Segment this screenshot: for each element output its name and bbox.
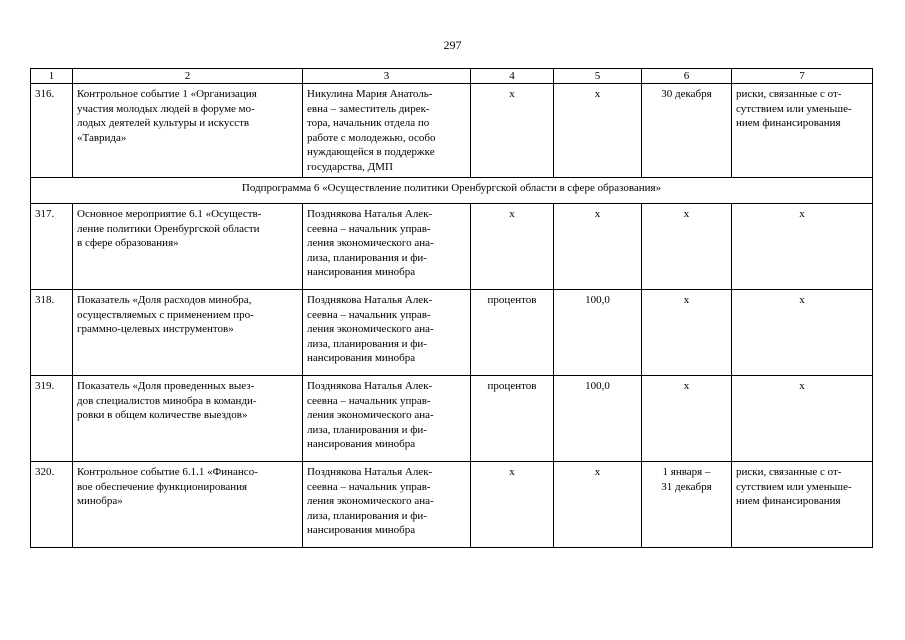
- indicator-name: Показатель «Доля проведенных выез- дов специалистов минобра в команди- ровки в общем количестве выездов»: [73, 376, 303, 462]
- risk-cell: риски, связанные с от- сутствием или уменьше- нием финансирования: [732, 462, 873, 548]
- table-row: [31, 84, 873, 178]
- risk-cell: x: [732, 290, 873, 376]
- responsible-person: Позднякова Наталья Алек- сеевна – начальник управ- ления экономического ана- лиза, планирования и фи- нансирования минобра: [303, 462, 471, 548]
- column-header: 1: [31, 69, 73, 84]
- value-cell: x: [554, 462, 642, 548]
- event-name: Основное мероприятие 6.1 «Осуществ- ление политики Оренбургской области в сфере образования»: [73, 204, 303, 290]
- risk-cell: x: [732, 376, 873, 462]
- row-number: 320.: [31, 462, 73, 548]
- column-header: 6: [642, 69, 732, 84]
- column-header: 4: [471, 69, 554, 84]
- unit-cell: процентов: [471, 290, 554, 376]
- row-number: 316.: [31, 84, 73, 178]
- deadline-cell: x: [642, 204, 732, 290]
- column-header: 3: [303, 69, 471, 84]
- value-cell: 100,0: [554, 290, 642, 376]
- event-name: Контрольное событие 1 «Организация участия молодых людей в форуме мо- лодых деятелей культуры и искусств «Таврида»: [73, 84, 303, 178]
- value-cell: x: [554, 84, 642, 178]
- column-header: 5: [554, 69, 642, 84]
- table-row: [31, 204, 873, 290]
- table-row: [31, 290, 873, 376]
- row-number: 319.: [31, 376, 73, 462]
- column-header: 7: [732, 69, 873, 84]
- responsible-person: Позднякова Наталья Алек- сеевна – начальник управ- ления экономического ана- лиза, планирования и фи- нансирования минобра: [303, 204, 471, 290]
- deadline-cell: 1 января – 31 декабря: [642, 462, 732, 548]
- column-number-row: [31, 69, 873, 84]
- row-number: 317.: [31, 204, 73, 290]
- deadline-cell: x: [642, 376, 732, 462]
- responsible-person: Никулина Мария Анатоль- евна – заместитель дирек- тора, начальник отдела по работе с молодежью, особо нуждающейся в поддержке государства, ДМП: [303, 84, 471, 178]
- table-row: [31, 462, 873, 548]
- row-number: 318.: [31, 290, 73, 376]
- subprogram-row: [31, 178, 873, 204]
- unit-cell: x: [471, 462, 554, 548]
- unit-cell: x: [471, 204, 554, 290]
- risk-cell: риски, связанные с от- сутствием или уменьше- нием финансирования: [732, 84, 873, 178]
- page-number: 297: [443, 38, 462, 52]
- deadline-cell: 30 декабря: [642, 84, 732, 178]
- responsible-person: Позднякова Наталья Алек- сеевна – начальник управ- ления экономического ана- лиза, планирования и фи- нансирования минобра: [303, 376, 471, 462]
- event-name: Контрольное событие 6.1.1 «Финансо- вое обеспечение функционирования минобра»: [73, 462, 303, 548]
- unit-cell: процентов: [471, 376, 554, 462]
- subprogram-title: Подпрограмма 6 «Осуществление политики Оренбургской области в сфере образования»: [31, 178, 873, 204]
- column-header: 2: [73, 69, 303, 84]
- responsible-person: Позднякова Наталья Алек- сеевна – начальник управ- ления экономического ана- лиза, планирования и фи- нансирования минобра: [303, 290, 471, 376]
- unit-cell: x: [471, 84, 554, 178]
- value-cell: x: [554, 204, 642, 290]
- risk-cell: x: [732, 204, 873, 290]
- deadline-cell: x: [642, 290, 732, 376]
- value-cell: 100,0: [554, 376, 642, 462]
- plan-table: [30, 68, 873, 548]
- table-row: [31, 376, 873, 462]
- indicator-name: Показатель «Доля расходов минобра, осуществляемых с применением про- граммно-целевых инструментов»: [73, 290, 303, 376]
